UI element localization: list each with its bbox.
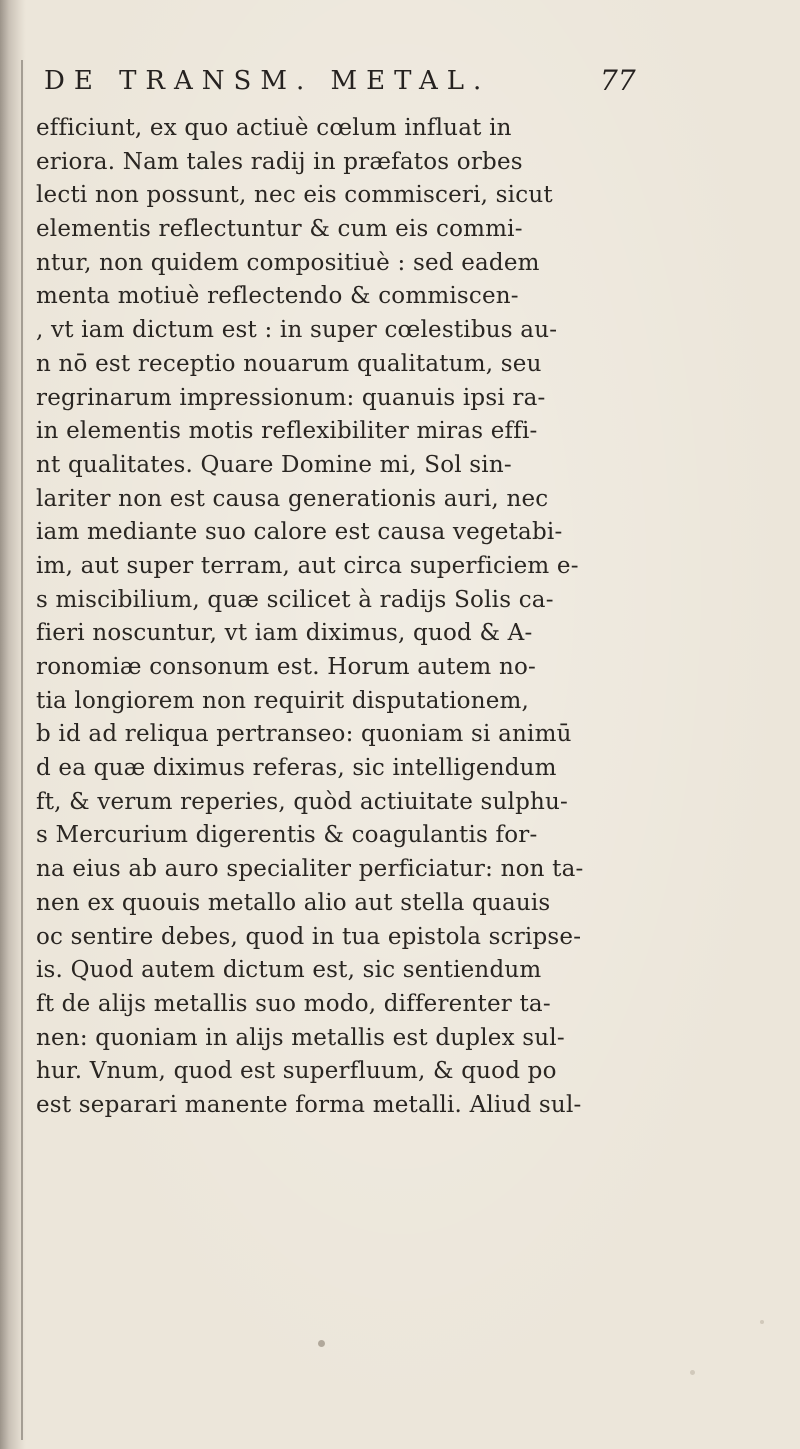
gutter-edge-line bbox=[21, 60, 23, 1440]
text-line: oc sentire debes, quod in tua epistola scripse- bbox=[36, 923, 582, 950]
text-line: in elementis motis reflexibiliter miras effi- bbox=[36, 418, 538, 445]
text-line: , vt iam dictum est : in super cœlestibus au- bbox=[36, 317, 558, 344]
text-line: nen: quoniam in alijs metallis est duplex sul- bbox=[36, 1024, 565, 1051]
text-line: lariter non est causa generationis auri, nec bbox=[36, 485, 549, 512]
text-line: regrinarum impressionum: quanuis ipsi ra- bbox=[36, 384, 546, 411]
page-header bbox=[44, 62, 744, 102]
text-line: ft de alijs metallis suo modo, differenter ta- bbox=[36, 990, 551, 1017]
text-line: fieri noscuntur, vt iam diximus, quod & A- bbox=[36, 620, 533, 647]
text-line: n nō est receptio nouarum qualitatum, seu bbox=[36, 350, 542, 377]
ink-spot bbox=[318, 1340, 325, 1347]
running-title: DE TRANSM. METAL. bbox=[44, 66, 491, 96]
body-text bbox=[36, 112, 796, 1123]
text-line: s miscibilium, quæ scilicet à radijs Solis ca- bbox=[36, 586, 554, 613]
text-line: eriora. Nam tales radij in præfatos orbes bbox=[36, 148, 523, 175]
paper-speck bbox=[690, 1370, 695, 1375]
paper-speck bbox=[760, 1320, 764, 1324]
text-line: iam mediante suo calore est causa vegetabi- bbox=[36, 519, 563, 546]
text-line: ft, & verum reperies, quòd actiuitate sulphu- bbox=[36, 788, 569, 815]
text-line: s Mercurium digerentis & coagulantis for- bbox=[36, 822, 538, 849]
text-line: d ea quæ diximus referas, sic intelligendum bbox=[36, 755, 557, 782]
text-line: ntur, non quidem compositiuè : sed eadem bbox=[36, 249, 540, 276]
text-line: nt qualitates. Quare Domine mi, Sol sin- bbox=[36, 451, 512, 478]
text-line: efficiunt, ex quo actiuè cœlum influat in bbox=[36, 115, 512, 141]
text-line: is. Quod autem dictum est, sic sentiendum bbox=[36, 957, 542, 984]
text-line: hur. Vnum, quod est superfluum, & quod po bbox=[36, 1058, 557, 1085]
text-line: b id ad reliqua pertranseo: quoniam si animū bbox=[36, 721, 572, 748]
text-line: menta motiuè reflectendo & commiscen- bbox=[36, 283, 519, 310]
text-line: ronomiæ consonum est. Horum autem no- bbox=[36, 654, 536, 680]
text-line: nen ex quouis metallo alio aut stella quauis bbox=[36, 889, 551, 916]
text-line: elementis reflectuntur & cum eis commi- bbox=[36, 216, 523, 243]
text-line: lecti non possunt, nec eis commisceri, sicut bbox=[36, 182, 553, 209]
text-line: tia longiorem non requirit disputationem, bbox=[36, 687, 530, 714]
text-line: na eius ab auro specialiter perficiatur: non ta- bbox=[36, 856, 584, 883]
page-number: 77 bbox=[600, 64, 636, 97]
text-line: est separari manente forma metalli. Aliud sul- bbox=[36, 1091, 582, 1118]
text-line: im, aut super terram, aut circa superficiem e- bbox=[36, 552, 579, 579]
